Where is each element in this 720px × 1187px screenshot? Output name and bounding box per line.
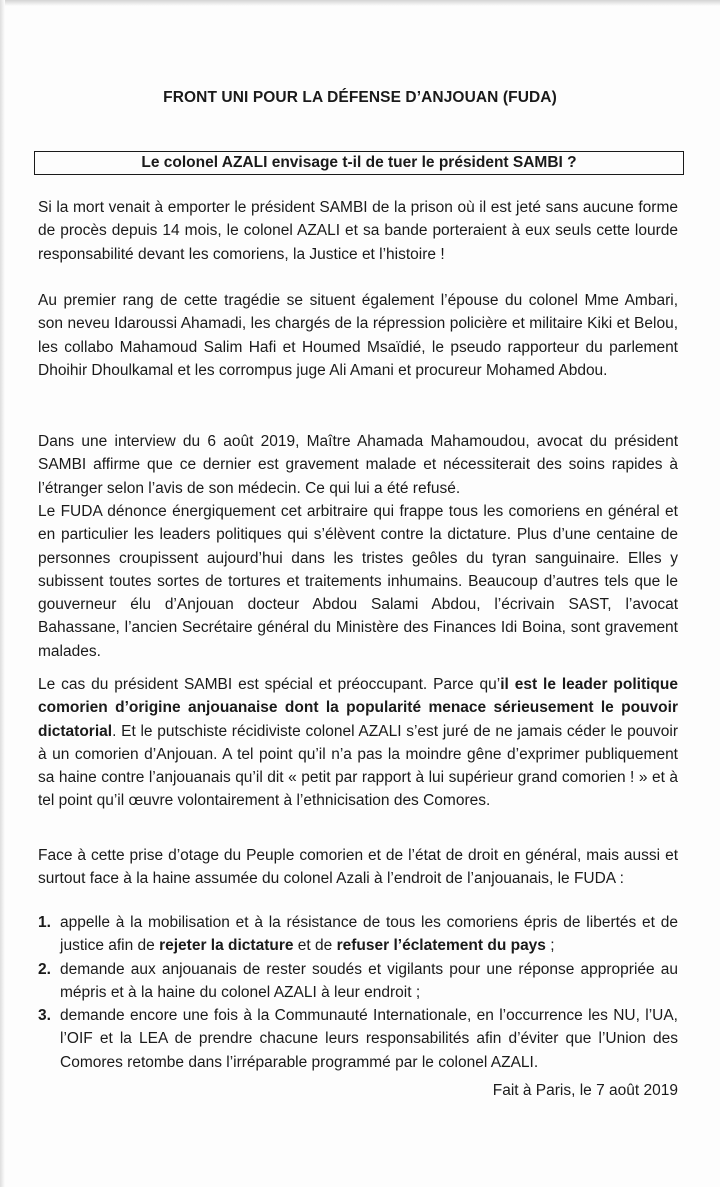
paragraph-1: Si la mort venait à emporter le président SAMBI de la prison où il est jeté sans aucune forme de procès depuis 14 mois, le colonel AZALI et sa bande porteraient à eux seuls cette lourde responsabilité devant les comoriens, la Justice et l’histoire !: [38, 199, 678, 263]
subject-heading-box: Le colonel AZALI envisage t-il de tuer le président SAMBI ?: [34, 151, 684, 175]
paragraph-6: Face à cette prise d’otage du Peuple comorien et de l’état de droit en général, mais aussi et surtout face à la haine assumée du colonel Azali à l’endroit de l’anjouanais, le FUDA :: [38, 847, 678, 888]
paragraph-5-bold-text: il est le leader politique comorien d’origine anjouanaise dont la popularité menace sérieusement le pouvoir dictatorial: [38, 676, 678, 740]
paragraph-2: Au premier rang de cette tragédie se situent également l’épouse du colonel Mme Ambari, son neveu Idaroussi Ahamadi, les chargés de la répression policière et militaire Kiki et Belou, les collabo Mahamoud Salim Hafi et Houmed Msaïdié, le pseudo rapporteur du parlement Dhoihir Dhoulkamal et les corrompus juge Ali Amani et procureur Mohamed Abdou.: [38, 292, 678, 379]
list-item-text: demande encore une fois à la Communauté Internationale, en l’occurrence les NU, l’UA, l’OIF et la LEA de prendre chacune leurs responsabilités afin d’éviter que l’Union des Comores retombe dans l’irréparable programmé par le colonel AZALI.: [60, 1007, 678, 1071]
paragraph-4: Le FUDA dénonce énergiquement cet arbitraire qui frappe tous les comoriens en général et en particulier les leaders politiques qui s’élèvent contre la dictature. Plus d’une centaine de personnes croupissent aujourd’hui dans les tristes geôles du tyran sanguinaire. Elles y subissent toutes sortes de tortures et traitements inhumains. Beaucoup d’autres tels que le gouverneur élu d’Anjouan docteur Abdou Salami Abdou, l’écrivain SAST, l’avocat Bahassane, l’ancien Secrétaire général du Ministère des Finances Idi Boina, sont gravement malades.: [38, 503, 678, 660]
list-item: [38, 911, 678, 958]
paragraph-5: [38, 673, 678, 813]
signature-line: Fait à Paris, le 7 août 2019: [492, 1082, 678, 1099]
list-item-number: 2.: [38, 960, 51, 978]
document-title: FRONT UNI POUR LA DÉFENSE D’ANJOUAN (FUDA): [163, 89, 557, 106]
list-item: [38, 1004, 678, 1074]
demands-list: [38, 911, 678, 1074]
list-item-1-text-c: et de: [293, 937, 337, 955]
page-shadow-left: [0, 0, 5, 1187]
page-shadow-top: [0, 0, 720, 6]
list-item-1-bold-a: rejeter la dictature: [159, 937, 294, 955]
list-item-text: demande aux anjouanais de rester soudés et vigilants pour une réponse appropriée au mépris et à la haine du colonel AZALI à leur endroit ;: [60, 960, 678, 1001]
paragraph-5-text-a: Le cas du président SAMBI est spécial et préoccupant. Parce qu’: [38, 676, 501, 693]
list-item-1-text-a: appelle à la mobilisation et à la résistance de tous les comoriens épris de libertés et de justice afin de: [60, 914, 678, 955]
list-item-number: 1.: [38, 914, 51, 931]
list-item-text: [60, 911, 678, 958]
list-item-number: 3.: [38, 1007, 51, 1025]
list-item-1-text-e: ;: [545, 937, 555, 955]
list-item-1-bold-b: refuser l’éclatement du pays: [336, 937, 546, 955]
paragraph-5-text-c: . Et le putschiste récidiviste colonel AZALI s’est juré de ne jamais céder le pouvoir à un comorien d’Anjouan. A tel point qu’il n’a pas la moindre gêne d’exprimer publiquement sa haine contre l’anjouanais qu’il dit « petit par rapport à lui supérieur grand comorien ! » et à tel point qu’il œuvre volontairement à l’ethnicisation des Comores.: [38, 722, 678, 810]
paragraph-3: Dans une interview du 6 août 2019, Maître Ahamada Mahamoudou, avocat du président SAMBI affirme que ce dernier est gravement malade et nécessiterait des soins rapides à l’étranger selon l’avis de son médecin. Ce qui lui a été refusé.: [38, 433, 678, 497]
list-item: [38, 958, 678, 1005]
